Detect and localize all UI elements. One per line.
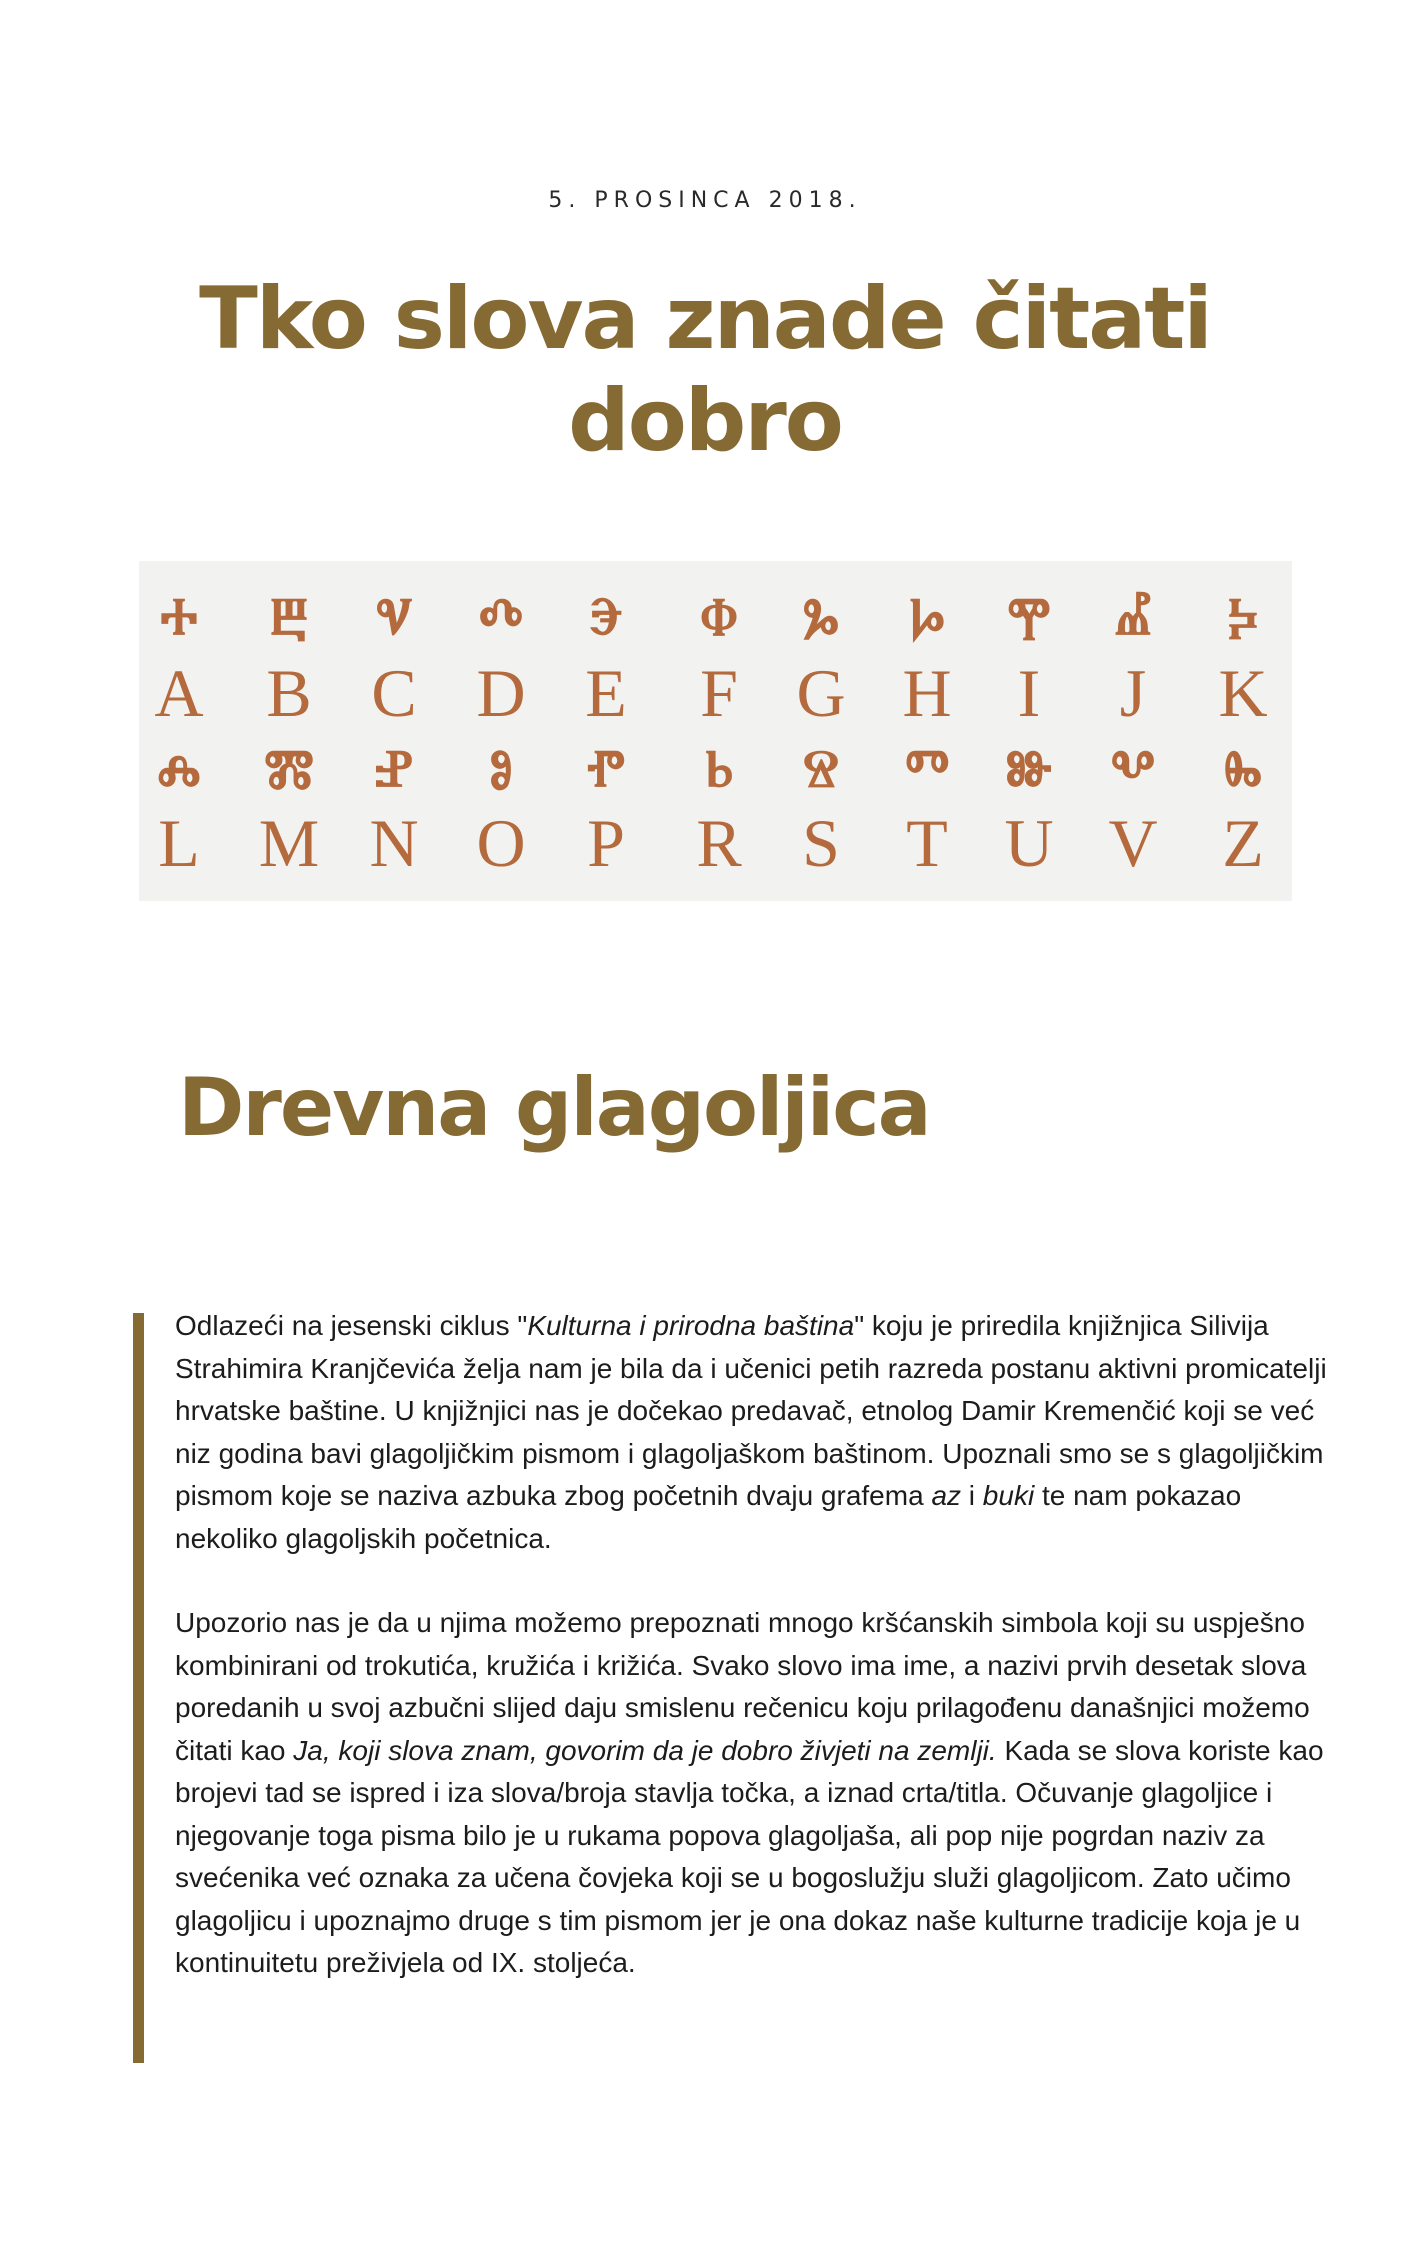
glagolitic-letter: Ⰹ: [1007, 586, 1051, 647]
glagolitic-letter: Ⱀ: [374, 738, 414, 799]
glagolitic-letter: Ⰸ: [1223, 738, 1263, 799]
glagolitic-letter: Ⰾ: [157, 738, 201, 799]
latin-letter: E: [585, 655, 627, 731]
glagolitic-letter: Ⱄ: [802, 738, 840, 799]
latin-letter: P: [587, 805, 625, 881]
glagolitic-letter: Ⱆ: [1005, 738, 1053, 799]
latin-letter: A: [154, 655, 204, 731]
latin-letter: T: [906, 805, 948, 881]
article-body: [175, 1305, 1345, 2027]
latin-letter: G: [796, 655, 846, 731]
latin-letter: M: [258, 805, 320, 881]
latin-letter: N: [369, 805, 419, 881]
paragraph: [175, 1305, 1345, 1560]
latin-letter: U: [1004, 805, 1054, 881]
section-heading: Drevna glagoljica: [178, 1061, 930, 1154]
italic-text: Ja, koji slova znam, govorim da je dobro živjeti na zemlji.: [293, 1734, 997, 1766]
glagolitic-letter: Ⰼ: [1114, 586, 1152, 647]
glagolitic-letter: Ⱇ: [700, 586, 738, 647]
italic-text: az: [931, 1480, 962, 1511]
text-run: i: [961, 1480, 983, 1511]
latin-letter: L: [158, 805, 200, 881]
glagolitic-letter: Ⱂ: [586, 738, 626, 799]
glagolitic-letter: Ⰲ: [1110, 738, 1156, 799]
text-run: Upozorio nas je da u njima možemo prepoznati mnogo kršćanskih simbola koji su uspješno kombinirani od trokutića, kružića i križića. Svako slovo ima ime, a nazivi prvih desetak slova poredanih u svoj azbučni slijed daju smislenu rečenicu koju prilagođenu današnjici možemo čitati kao: [175, 1607, 1310, 1766]
latin-letter: F: [700, 655, 738, 731]
latin-letter: J: [1119, 655, 1147, 731]
paragraph: [175, 1602, 1345, 1985]
glagolitic-letter: Ⱌ: [375, 586, 413, 647]
latin-letter: B: [266, 655, 312, 731]
latin-letter: O: [476, 805, 526, 881]
glagolitic-letter: Ⱈ: [909, 586, 945, 647]
glagolitic-letter: Ⰱ: [270, 586, 308, 647]
latin-letter: I: [1017, 655, 1041, 731]
text-run: Odlazeći na jesenski ciklus ": [175, 1310, 528, 1341]
latin-letter: C: [371, 655, 417, 731]
glagolitic-letter: Ⰿ: [264, 738, 314, 799]
latin-letter: K: [1218, 655, 1268, 731]
italic-text: Kulturna i prirodna baština: [527, 1310, 855, 1341]
article-date: 5. PROSINCA 2018.: [548, 188, 862, 213]
latin-letter: D: [476, 655, 526, 731]
italic-text: buki: [982, 1480, 1035, 1511]
text-run: te nam pokazao nekoliko glagoljskih početnica.: [175, 1480, 1242, 1554]
glagolitic-letter: Ⰽ: [1227, 586, 1259, 647]
latin-letter: S: [802, 805, 840, 881]
glagolitic-letter: Ⰵ: [589, 586, 623, 647]
glagolitic-letter: Ⱃ: [704, 738, 734, 799]
glagolitic-letter: Ⰳ: [802, 586, 840, 647]
glagolitic-letter: Ⱁ: [488, 738, 514, 799]
glagolitic-alphabet-image: [139, 561, 1292, 901]
quote-bar: [133, 1313, 144, 2063]
text-run: Kada se slova koriste kao brojevi tad se ispred i iza slova/broja stavlja točka, a iznad crta/titla. Očuvanje glagoljice i njegovanje toga pisma bilo je u rukama popova glagoljaša, ali pop nije pogrdan naziv za svećenika već oznaka za učena čovjeka koji se u bogoslužju služi glagoljicom. Zato učimo glagoljicu i upoznajmo druge s tim pismom jer je ona dokaz naše kulturne tradicije koja je u kontinuitetu preživjela od IX. stoljeća.: [175, 1734, 1324, 1978]
glagolitic-letter: Ⰴ: [478, 586, 524, 647]
glagolitic-letter: Ⱅ: [905, 738, 949, 799]
text-run: " koju je priredila knjižnjica Silivija Strahimira Kranjčevića želja nam je bila da i učenici petih razreda postanu aktivni promicatelji hrvatske baštine. U knjižnjici nas je dočekao predavač, etnolog Damir Kremenčić koji se već niz godina bavi glagoljičkim pismom i glagoljaškom baštinom. Upoznali smo se s glagoljičkim pismom koje se naziva azbuka zbog početnih dvaju grafema: [175, 1310, 1327, 1511]
glagolitic-letter: Ⰰ: [160, 586, 198, 647]
latin-letter: V: [1108, 805, 1158, 881]
latin-letter: Z: [1222, 805, 1264, 881]
latin-letter: R: [696, 805, 742, 881]
article-title: Tko slova znade čitati dobro: [199, 269, 1211, 471]
latin-letter: H: [902, 655, 952, 731]
